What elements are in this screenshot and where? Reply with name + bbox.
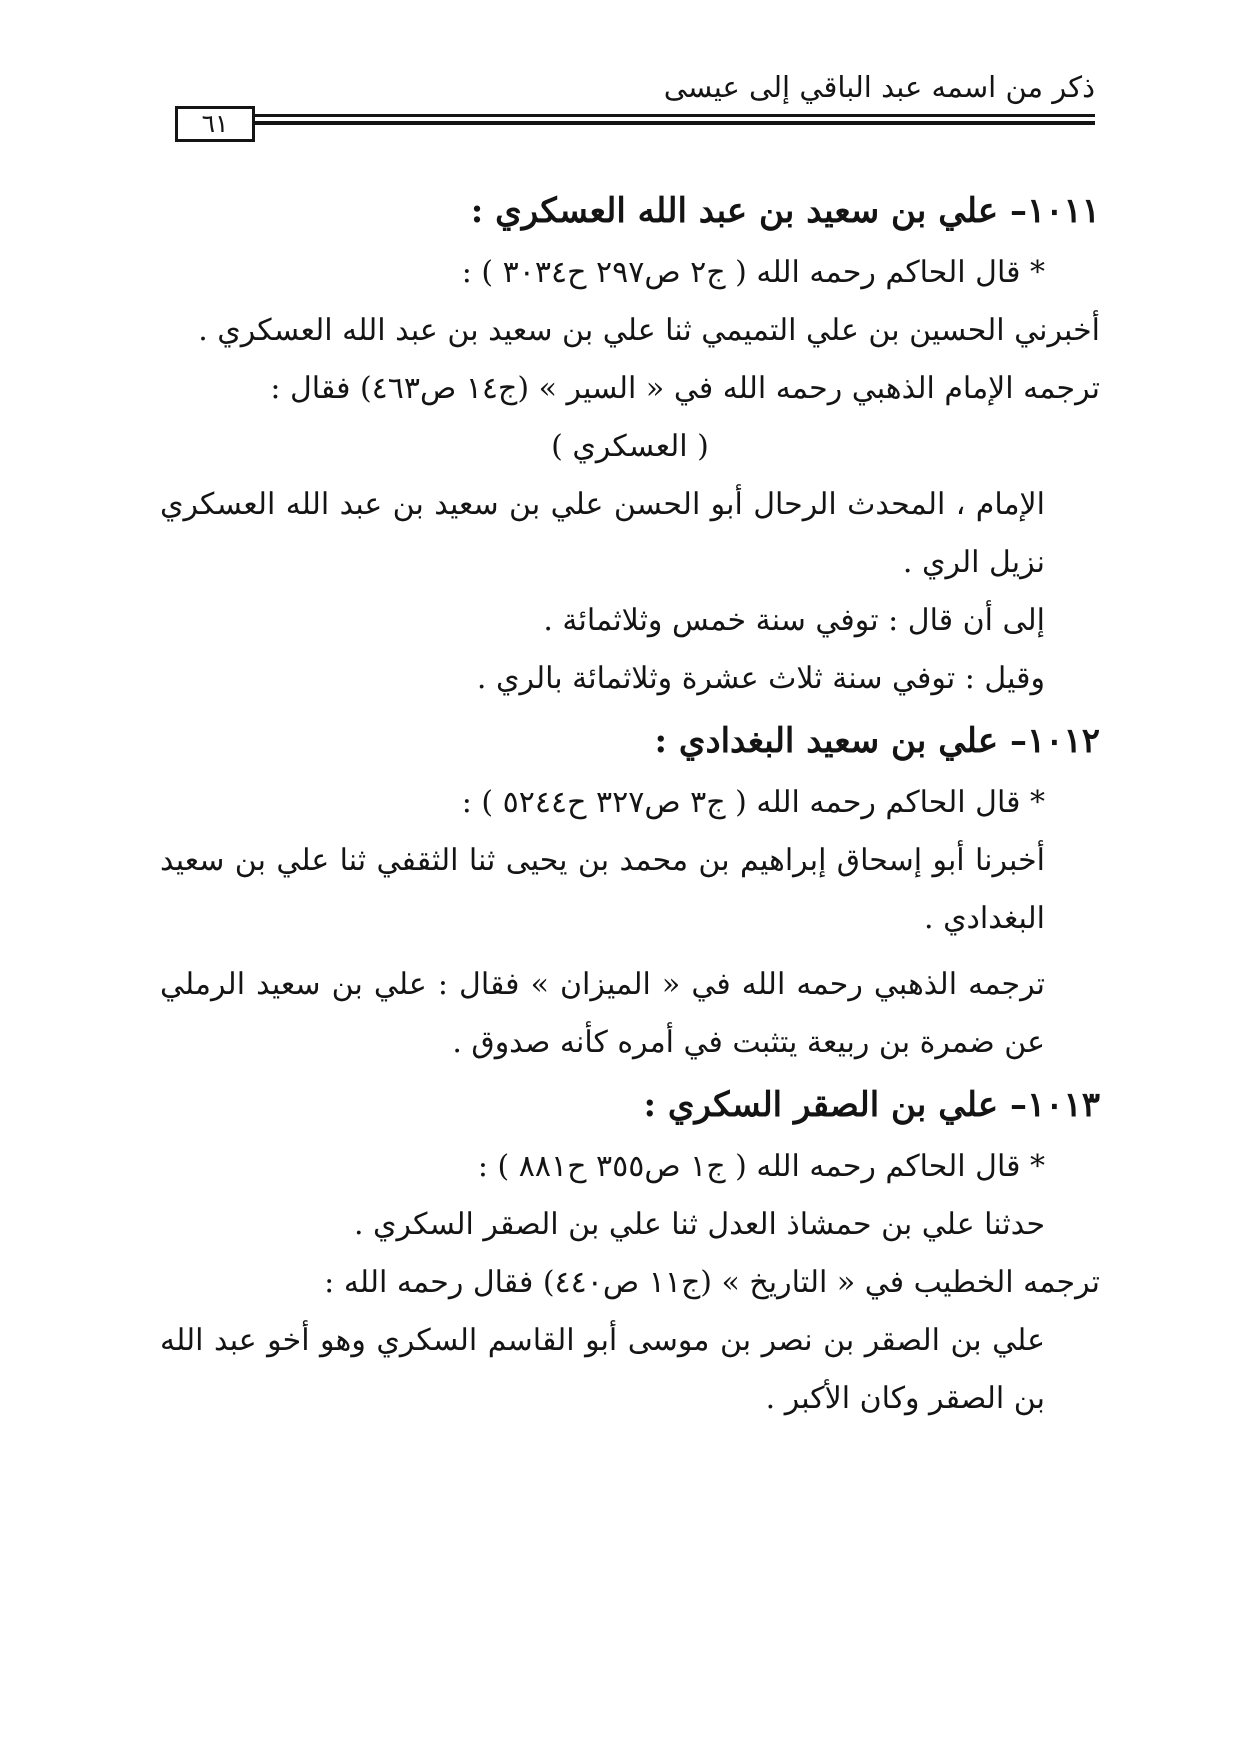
text-paragraph: علي بن الصقر بن نصر بن موسى أبو القاسم السكري وهو أخو عبد الله بن الصقر وكان الأكبر . [160, 1323, 1045, 1416]
citation-line: * قال الحاكم رحمه الله ( ج٢ ص٢٩٧ ح٣٠٣٤ ) : [461, 255, 1045, 290]
header-rule [255, 114, 1095, 117]
text-paragraph: الإمام ، المحدث الرحال أبو الحسن علي بن سعيد بن عبد الله العسكري نزيل الري . [160, 487, 1045, 580]
citation-line: * قال الحاكم رحمه الله ( ج٣ ص٣٢٧ ح٥٢٤٤ ) : [461, 785, 1045, 820]
text-paragraph: أخبرنا أبو إسحاق إبراهيم بن محمد بن يحيى ثنا الثقفي ثنا علي بن سعيد البغدادي . [160, 843, 1045, 936]
text-line: إلى أن قال : توفي سنة خمس وثلاثمائة . [543, 603, 1045, 638]
entry-heading-1013: ١٠١٣– علي بن الصقر السكري : [643, 1085, 1100, 1125]
page-number: ٦١ [175, 106, 255, 142]
text-line: أخبرني الحسين بن علي التميمي ثنا علي بن سعيد بن عبد الله العسكري . [198, 313, 1100, 348]
running-header [175, 62, 1095, 138]
spacer [160, 948, 1100, 956]
entry-heading-1012: ١٠١٢– علي بن سعيد البغدادي : [654, 721, 1100, 761]
text-paragraph: ترجمه الذهبي رحمه الله في « الميزان » فقال : علي بن سعيد الرملي عن ضمرة بن ربيعة يتثبت في أمره كأنه صدوق . [160, 967, 1045, 1060]
text-line: وقيل : توفي سنة ثلاث عشرة وثلاثمائة بالري . [476, 661, 1045, 696]
subheading-line: ( العسكري ) [551, 429, 709, 464]
header-title: ذكر من اسمه عبد الباقي إلى عيسى [663, 70, 1095, 104]
header-rule-double [255, 121, 1095, 125]
text-line: ترجمه الإمام الذهبي رحمه الله في « السير » (ج١٤ ص٤٦٣) فقال : [270, 371, 1100, 406]
text-line: ترجمه الخطيب في « التاريخ » (ج١١ ص٤٤٠) فقال رحمه الله : [324, 1265, 1100, 1300]
text-line: حدثنا علي بن حمشاذ العدل ثنا علي بن الصقر السكري . [353, 1207, 1045, 1242]
entry-heading-1011: ١٠١١– علي بن سعيد بن عبد الله العسكري : [470, 191, 1100, 231]
body-text [160, 178, 1100, 1428]
citation-line: * قال الحاكم رحمه الله ( ج١ ص٣٥٥ ح٨٨١ ) : [477, 1149, 1045, 1184]
